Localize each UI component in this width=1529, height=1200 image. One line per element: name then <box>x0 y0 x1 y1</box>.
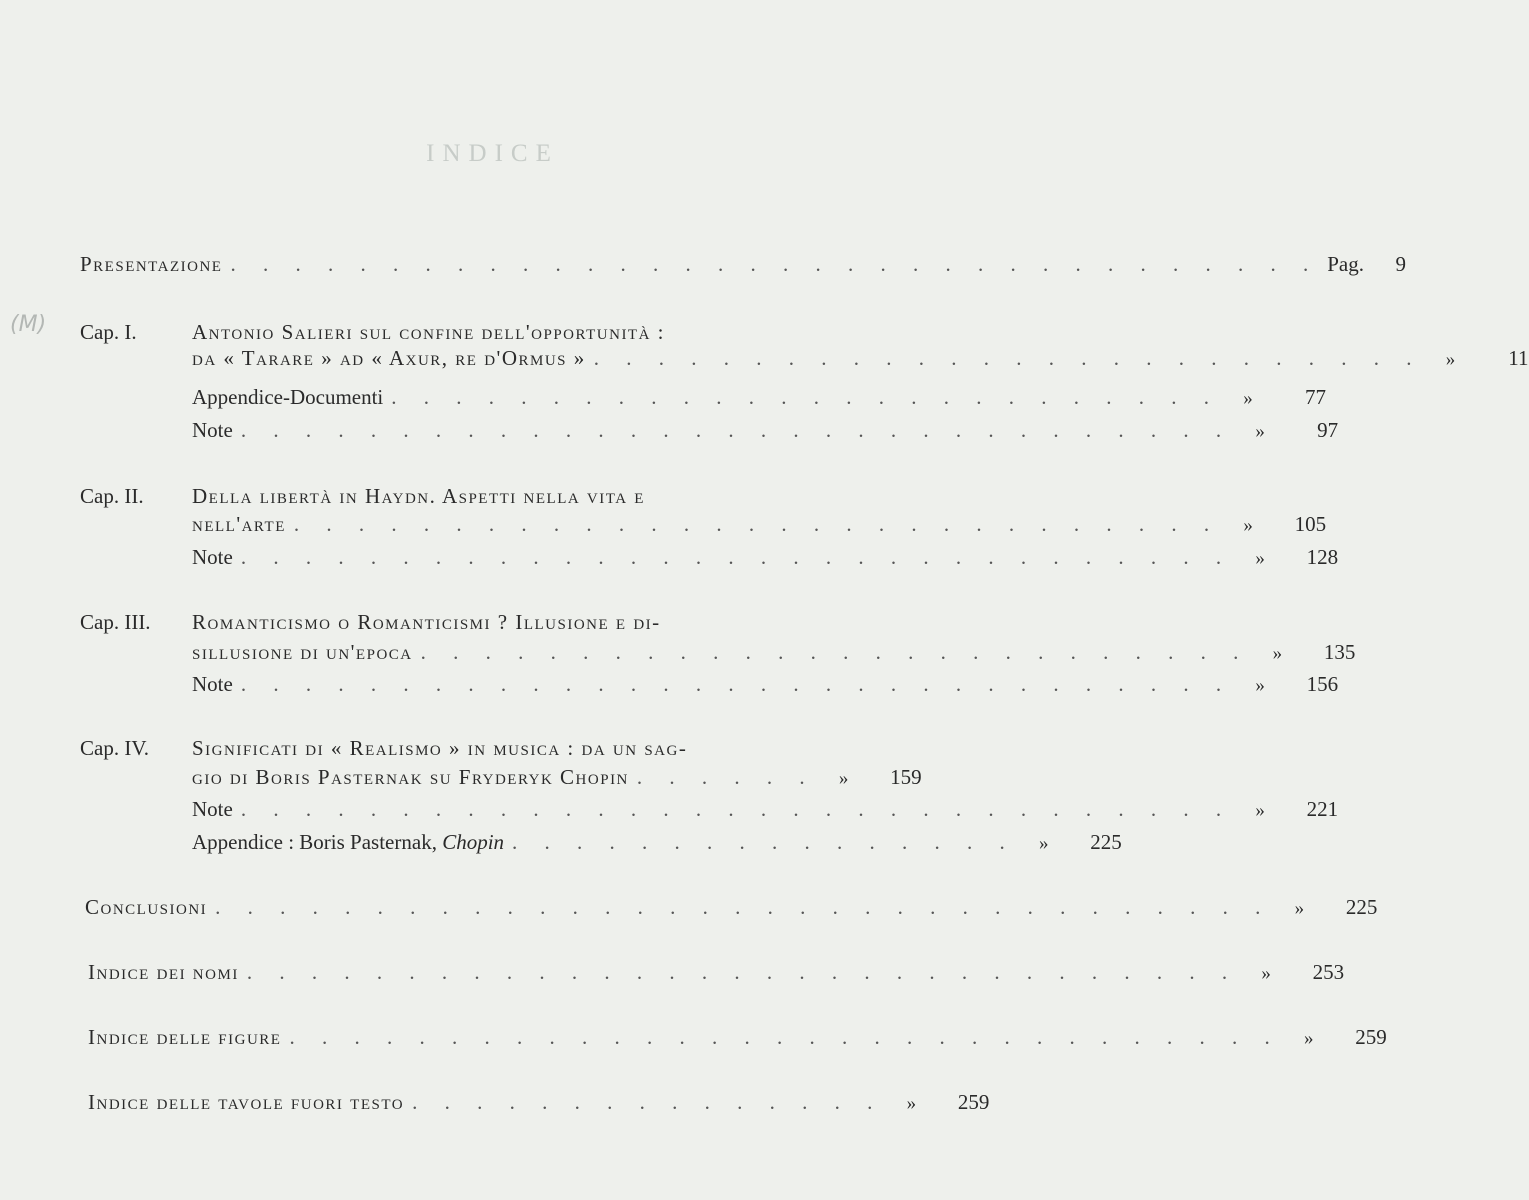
chapter-title: Significati di « Realismo » in musica : da un sag- <box>192 736 688 760</box>
chapter-title-continued: gio di Boris Pasternak su Fryderyk Chopin <box>192 765 629 789</box>
entry-page: 97 <box>1317 418 1339 442</box>
entry-label: Conclusioni <box>85 895 208 919</box>
chapter-title: Antonio Salieri sul confine dell'opportunità : <box>192 320 666 344</box>
dot-leader: . . . . . . . . . . . . . . . . . . . . . . . . . . . . . . . <box>246 960 1239 984</box>
toc-entry-chapter-3 <box>192 640 1356 665</box>
chapter-title-continued: sillusione di un'epoca <box>192 640 413 664</box>
dot-leader: . . . . . . . . . . . . . . . . . . . . . . . . . . . . . . . . . <box>215 895 1272 919</box>
dot-leader: . . . . . . . . . . . . . . . . . . . . . . . . . . . . . . . <box>240 545 1233 569</box>
ditto-mark: » <box>1445 349 1456 370</box>
chapter-title-line <box>192 484 645 509</box>
entry-label-italic: Chopin <box>442 830 505 854</box>
entry-page: 259 <box>1355 1025 1387 1049</box>
ditto-mark: » <box>838 768 849 789</box>
entry-label: Indice delle tavole fuori testo <box>88 1090 405 1114</box>
chapter-title-continued: nell'arte <box>192 512 286 536</box>
ditto-mark: » <box>906 1093 917 1114</box>
chapter-number: Cap. III. <box>80 610 151 634</box>
entry-label: Note <box>192 545 233 569</box>
entry-page: 135 <box>1323 640 1356 664</box>
entry-label-prefix: Appendice : Boris Pasternak, <box>192 830 437 854</box>
ditto-mark: » <box>1243 515 1253 536</box>
toc-entry-indice-tavole <box>88 1090 990 1115</box>
dot-leader: . . . . . . . . . . . . . . . . . . . . . . . . . . <box>391 385 1221 409</box>
chapter-title-line <box>192 610 661 635</box>
toc-entry-chapter-1 <box>192 346 1529 371</box>
dot-leader: . . . . . . . . . . . . . . . . . . . . . . . . . . <box>593 346 1423 370</box>
page-title: INDICE <box>426 140 559 167</box>
entry-page: 128 <box>1306 545 1339 569</box>
chapter-number: Cap. IV. <box>80 736 150 760</box>
toc-entry-indice-nomi <box>88 960 1345 985</box>
entry-label: Note <box>192 418 233 442</box>
entry-page: 105 <box>1294 512 1327 536</box>
toc-entry-note <box>192 418 1339 443</box>
entry-page: 253 <box>1312 960 1345 984</box>
entry-label: Presentazione <box>80 252 223 276</box>
dot-leader: . . . . . . . . . . . . . . . . . . . . . . . . . . . . . . . <box>240 418 1233 442</box>
entry-page: 225 <box>1345 895 1378 919</box>
dot-leader: . . . . . . . . . . . . . . . <box>412 1090 884 1114</box>
entry-label: Indice dei nomi <box>88 960 239 984</box>
pag-label: Pag. <box>1327 252 1364 276</box>
margin-pencil-note: (M) <box>10 312 47 337</box>
ditto-mark: » <box>1303 1028 1314 1049</box>
entry-label: Appendice-Documenti <box>192 385 384 409</box>
chapter-number: Cap. I. <box>80 320 137 344</box>
ditto-mark: » <box>1243 388 1253 409</box>
dot-leader: . . . . . . . . . . . . . . . . . . . . . . . . . . . . . . . <box>240 797 1233 821</box>
ditto-mark: » <box>1255 421 1265 442</box>
ditto-mark: » <box>1255 548 1265 569</box>
entry-label: Indice delle figure <box>88 1025 282 1049</box>
ditto-mark: » <box>1261 963 1271 984</box>
dot-leader: . . . . . . . . . . . . . . . . . . . . . . . . . . . . . . . <box>289 1025 1281 1049</box>
ditto-mark: » <box>1039 833 1049 854</box>
toc-entry-chapter-2 <box>192 512 1327 537</box>
entry-label <box>192 830 504 855</box>
toc-entry-presentazione <box>80 252 1406 277</box>
toc-entry-indice-figure <box>88 1025 1387 1050</box>
entry-page: 259 <box>957 1090 990 1114</box>
entry-page: 221 <box>1306 797 1339 821</box>
dot-leader: . . . . . . . . . . . . . . . . . . . . . . . . . . . . . . . . . . <box>230 252 1320 276</box>
toc-entry-chapter-4 <box>192 765 922 790</box>
entry-page: 159 <box>890 765 922 789</box>
ditto-mark: » <box>1255 675 1265 696</box>
dot-leader: . . . . . . . . . . . . . . . . . . . . . . . . . . . . . <box>293 512 1221 536</box>
dot-leader: . . . . . . . . . . . . . . . . <box>512 830 1016 854</box>
chapter-title: Della libertà in Haydn. Aspetti nella vita e <box>192 484 645 508</box>
entry-page: 77 <box>1305 385 1327 409</box>
entry-page: 225 <box>1090 830 1122 854</box>
dot-leader: . . . . . . <box>636 765 816 789</box>
entry-page: 9 <box>1395 252 1406 276</box>
entry-label: Note <box>192 672 233 696</box>
toc-entry-note <box>192 545 1339 570</box>
chapter-title-continued: da « Tarare » ad « Axur, re d'Ormus » <box>192 346 586 370</box>
ditto-mark: » <box>1294 898 1305 919</box>
ditto-mark: » <box>1255 800 1265 821</box>
toc-entry-note <box>192 672 1339 697</box>
entry-page: 11 <box>1508 346 1529 370</box>
dot-leader: . . . . . . . . . . . . . . . . . . . . . . . . . . . . . . . <box>240 672 1233 696</box>
chapter-title: Romanticismo o Romanticismi ? Illusione e di- <box>192 610 661 634</box>
toc-entry-conclusioni <box>85 895 1378 920</box>
toc-entry-appendice <box>192 385 1327 410</box>
chapter-title-line <box>192 320 665 345</box>
dot-leader: . . . . . . . . . . . . . . . . . . . . . . . . . . <box>420 640 1250 664</box>
entry-page: 156 <box>1306 672 1339 696</box>
chapter-title-line <box>192 736 687 761</box>
ditto-mark: » <box>1272 643 1283 664</box>
toc-entry-appendice-chopin <box>192 830 1122 855</box>
toc-entry-note <box>192 797 1339 822</box>
chapter-number: Cap. II. <box>80 484 144 508</box>
entry-label: Note <box>192 797 233 821</box>
